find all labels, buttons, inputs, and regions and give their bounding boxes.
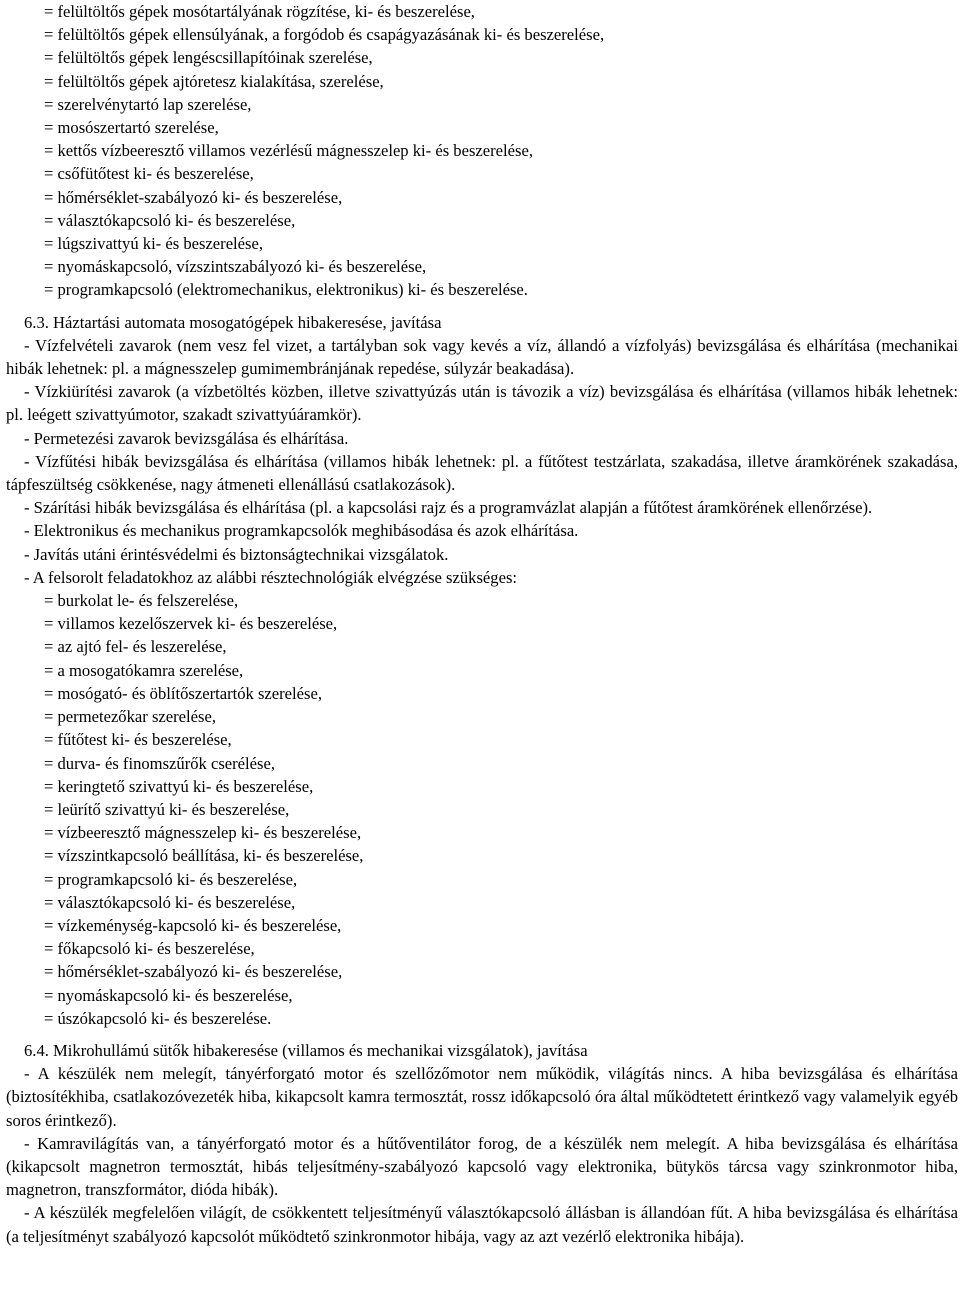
top-list xyxy=(6,0,958,302)
paragraph xyxy=(6,427,958,450)
paragraph-text: - A készülék megfelelően világít, de csökkentett teljesítményű választókapcsoló állásban is állandóan fűt. A hiba bevizsgálása és elhárítása (a teljesítményt szabályozó kapcsolót működtető szinkronmotor hibája, vagy az azt vezérlő elektronika hibája). xyxy=(6,1203,958,1246)
paragraph-text: - Elektronikus és mechanikus programkapcsolók meghibásodása és azok elhárítása. xyxy=(24,521,579,541)
list-item: = az ajtó fel- és leszerelése, xyxy=(44,637,227,657)
paragraph xyxy=(6,334,958,380)
list-item: = a mosogatókamra szerelése, xyxy=(44,660,244,680)
section-heading: 6.4. Mikrohullámú sütők hibakeresése (villamos és mechanikai vizsgálatok), javítása xyxy=(24,1040,588,1060)
list-item: = fűtőtest ki- és beszerelése, xyxy=(44,730,232,750)
list-item: = burkolat le- és felszerelése, xyxy=(44,591,239,611)
paragraph xyxy=(6,1062,958,1132)
list-item: = hőmérséklet-szabályozó ki- és beszerelése, xyxy=(44,962,343,982)
paragraph xyxy=(6,543,958,566)
list-item: = mosógató- és öblítőszertartók szerelése, xyxy=(44,683,322,703)
list-item: = keringtető szivattyú ki- és beszerelése, xyxy=(44,776,314,796)
list-item: = lúgszivattyú ki- és beszerelése, xyxy=(44,234,264,254)
paragraph-text: - Szárítási hibák bevizsgálása és elhárítása (pl. a kapcsolási rajz és a programvázlat alapján a fűtőtest áramkörének ellenőrzése). xyxy=(24,498,873,518)
list-item: = hőmérséklet-szabályozó ki- és beszerelése, xyxy=(44,187,343,207)
paragraph xyxy=(6,519,958,542)
paragraph xyxy=(6,1132,958,1202)
section-6-4 xyxy=(6,1039,958,1248)
paragraph-text: - Vízfelvételi zavarok (nem vesz fel vizet, a tartályban sok vagy kevés a víz, állandó a vízfolyás) bevizsgálása és elhárítása (mechanikai hibák lehetnek: pl. a mágnesszelep gumimembránjának repedése, súlyzár beakadása). xyxy=(6,335,958,379)
list-item: = főkapcsoló ki- és beszerelése, xyxy=(44,939,255,959)
list-item: = kettős vízbeeresztő villamos vezérlésű mágnesszelep ki- és beszerelése, xyxy=(44,141,533,161)
list-item: = csőfütőtest ki- és beszerelése, xyxy=(44,164,254,184)
list-item: = úszókapcsoló ki- és beszerelése. xyxy=(44,1008,272,1028)
list-item: = nyomáskapcsoló ki- és beszerelése, xyxy=(44,985,293,1005)
list-item: = felültöltős gépek mosótartályának rögzítése, ki- és beszerelése, xyxy=(44,2,475,21)
paragraph xyxy=(6,1201,958,1247)
list-item: = programkapcsoló (elektromechanikus, elektronikus) ki- és beszerelése. xyxy=(44,280,528,300)
list-item: = felültöltős gépek ellensúlyának, a forgódob és csapágyazásának ki- és beszerelése, xyxy=(44,25,605,45)
paragraph xyxy=(6,496,958,519)
subtask-list xyxy=(6,589,958,1030)
paragraph xyxy=(6,380,958,426)
paragraph xyxy=(6,450,958,496)
list-item: = permetezőkar szerelése, xyxy=(44,707,216,727)
list-item: = választókapcsoló ki- és beszerelése, xyxy=(44,210,296,230)
list-item: = vízszintkapcsoló beállítása, ki- és beszerelése, xyxy=(44,846,364,866)
list-item: = választókapcsoló ki- és beszerelése, xyxy=(44,892,296,912)
paragraph-text: - Vízkiürítési zavarok (a vízbetöltés közben, illetve szivattyúzás után is távozik a víz) bevizsgálása és elhárítása (villamos hibák lehetnek: pl. leégett szivattyúmotor, szakadt szivattyúáramkör). xyxy=(6,382,958,425)
list-item: = felültöltős gépek ajtóretesz kialakítása, szerelése, xyxy=(44,71,384,91)
paragraph-text: - Vízfűtési hibák bevizsgálása és elhárítása (villamos hibák lehetnek: pl. a fűtőtest testzárlata, szakadása, illetve áramkörének szakadása, tápfeszültség csökkenése, nagy átmeneti ellenállású csatlakozások). xyxy=(6,451,958,495)
paragraph-text: - Kamravilágítás van, a tányérforgató motor és a hűtőventilátor forog, de a készülék nem melegít. A hiba bevizsgálása és elhárítása (kikapcsolt magnetron termosztát, hibás teljesítmény-szabályozó kapcsoló vagy elektronika, bütykös tárcsa vagy szinkronmotor hiba, magnetron, transzformátor, dióda hibák). xyxy=(6,1133,958,1200)
list-item: = villamos kezelőszervek ki- és beszerelése, xyxy=(44,614,338,634)
list-item: = vízkeménység-kapcsoló ki- és beszerelése, xyxy=(44,915,342,935)
list-item: = nyomáskapcsoló, vízszintszabályozó ki- és beszerelése, xyxy=(44,257,427,277)
list-item: = mosószertartó szerelése, xyxy=(44,118,219,138)
list-item: = durva- és finomszűrők cserélése, xyxy=(44,753,275,773)
paragraph-text: - Javítás utáni érintésvédelmi és biztonságtechnikai vizsgálatok. xyxy=(24,544,449,564)
list-item: = leürítő szivattyú ki- és beszerelése, xyxy=(44,799,290,819)
list-item: = vízbeeresztő mágnesszelep ki- és beszerelése, xyxy=(44,823,362,843)
list-item: = felültöltős gépek lengéscsillapítóinak szerelése, xyxy=(44,48,373,68)
paragraph-text: - A felsorolt feladatokhoz az alábbi résztechnológiák elvégzése szükséges: xyxy=(24,567,518,587)
section-heading: 6.3. Háztartási automata mosogatógépek hibakeresése, javítása xyxy=(24,312,442,332)
paragraph-text: - Permetezési zavarok bevizsgálása és elhárítása. xyxy=(24,428,349,448)
list-item: = szerelvénytartó lap szerelése, xyxy=(44,94,252,114)
document-page xyxy=(6,0,958,1248)
paragraph-text: - A készülék nem melegít, tányérforgató motor és szellőzőmotor nem működik, világítás nincs. A hiba bevizsgálása és elhárítása (biztosítékhiba, csatlakozóvezeték hiba, kikapcsolt kamra termosztát, rossz időkapcsoló óra által működtetett érintkező vagy valamelyik egyéb soros érintkező). xyxy=(6,1064,958,1130)
section-6-3 xyxy=(6,311,958,1030)
paragraph xyxy=(6,566,958,589)
list-item: = programkapcsoló ki- és beszerelése, xyxy=(44,869,298,889)
